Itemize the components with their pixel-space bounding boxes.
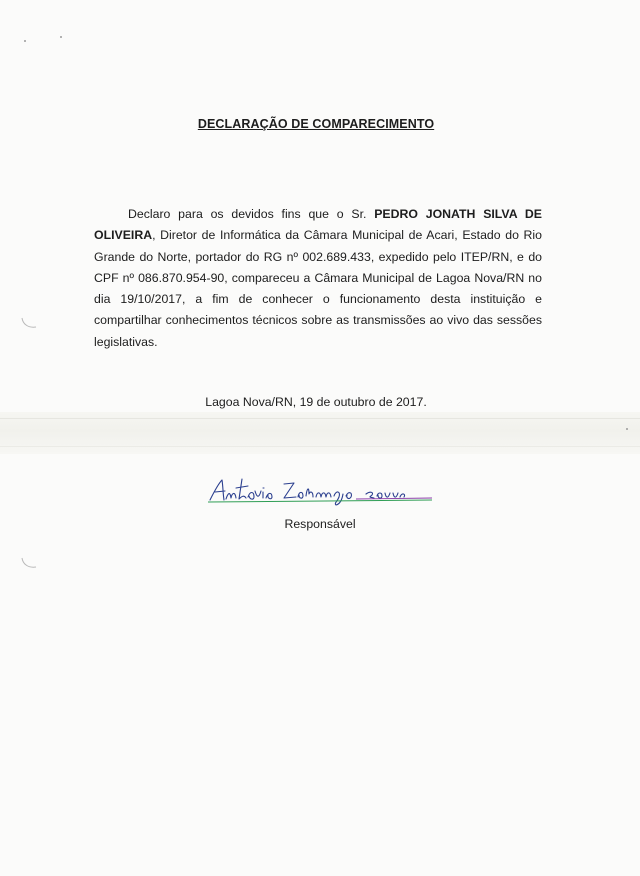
paper-fold — [0, 412, 640, 454]
place-and-date: Lagoa Nova/RN, 19 de outubro de 2017. — [205, 395, 427, 409]
declaration-intro: Declaro para os devidos fins que o Sr. — [128, 207, 375, 221]
paper-speck — [60, 36, 62, 38]
fold-crease-bottom — [0, 446, 640, 447]
person-name: PEDRO JONATH SILVA DE OLIVEIRA — [94, 207, 542, 243]
paper-speck — [24, 40, 26, 42]
punch-hole-mark-top — [20, 316, 38, 330]
punch-hole-mark-bottom — [20, 556, 38, 570]
signer-role: Responsável — [284, 517, 356, 531]
document-title: DECLARAÇÃO DE COMPARECIMENTO — [197, 117, 435, 131]
paper-speck — [626, 428, 628, 430]
declaration-details: , Diretor de Informática da Câmara Municipal de Acari, Estado do Rio Grande do Norte, portador do RG nº 002.689.433, expedido pelo ITEP/RN, e do CPF nº 086.870.954-90, compareceu a Câmara Municipal de Lagoa Nova/RN no dia 19/10/2017, a fim de conhecer o funcionamento desta instituição e compartilhar conhecimentos técnicos sobre as transmissões ao vivo das sessões legislativas. — [94, 228, 542, 349]
signature — [206, 476, 436, 506]
declaration-paragraph — [94, 204, 542, 353]
fold-crease-top — [0, 418, 640, 419]
signature-scribble — [206, 476, 436, 506]
